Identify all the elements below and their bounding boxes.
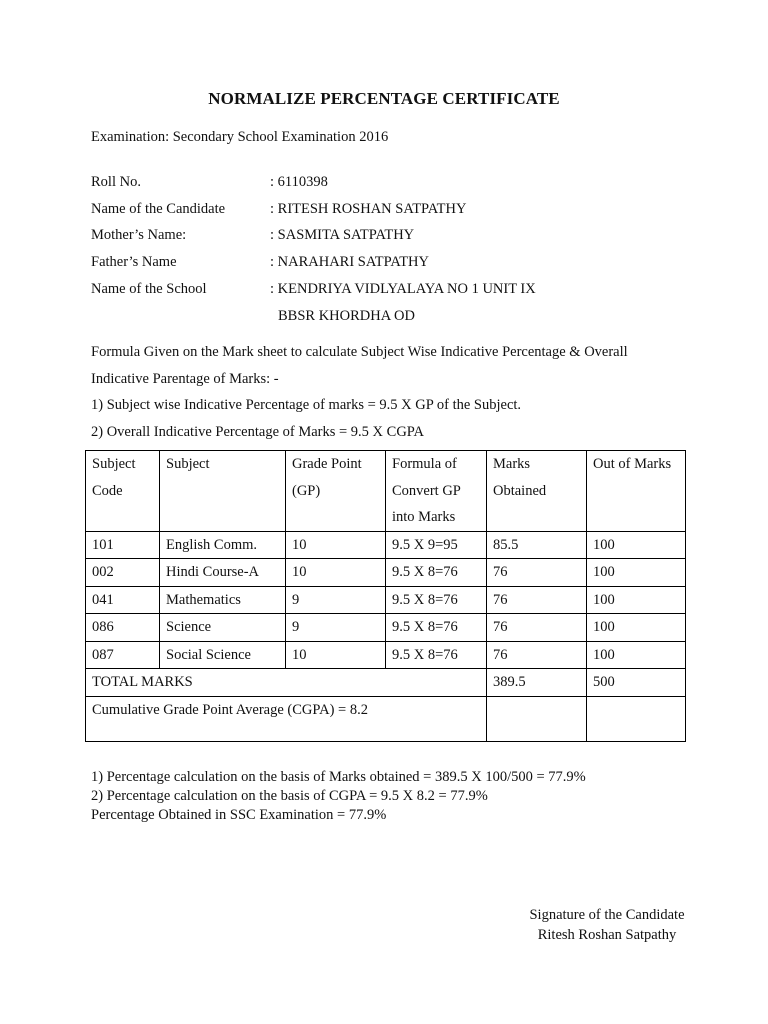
total-out-of-marks: 500 xyxy=(587,669,686,697)
examination-line: Examination: Secondary School Examination 2016 xyxy=(91,129,389,145)
out-of-marks: 100 xyxy=(587,641,686,669)
table-row xyxy=(86,614,686,642)
subject-code: 041 xyxy=(86,586,160,614)
formula-cell: 9.5 X 8=76 xyxy=(386,559,487,587)
subject-name: Hindi Course-A xyxy=(160,559,286,587)
roll-no-value: : 6110398 xyxy=(270,174,328,190)
signature-name: Ritesh Roshan Satpathy xyxy=(537,927,677,943)
grade-point: 10 xyxy=(286,641,386,669)
cgpa-empty-cell xyxy=(587,696,686,741)
mother-name-value: : SASMITA SATPATHY xyxy=(270,227,415,243)
page-title: NORMALIZE PERCENTAGE CERTIFICATE xyxy=(208,89,560,108)
school-name-label: Name of the School xyxy=(91,281,207,297)
calculation-line-1: 1) Percentage calculation on the basis of Marks obtained = 389.5 X 100/500 = 77.9% xyxy=(91,769,586,785)
subject-name: Mathematics xyxy=(160,586,286,614)
header-formula: Formula of Convert GP into Marks xyxy=(386,451,487,532)
school-name-value: : KENDRIYA VIDLYALAYA NO 1 UNIT IX xyxy=(270,281,536,297)
total-marks-obtained: 389.5 xyxy=(487,669,587,697)
subject-code: 087 xyxy=(86,641,160,669)
formula-intro-line-1: Formula Given on the Mark sheet to calculate Subject Wise Indicative Percentage & Overall xyxy=(91,344,628,360)
header-marks-obtained: Marks Obtained xyxy=(487,451,587,532)
formula-cell: 9.5 X 8=76 xyxy=(386,586,487,614)
roll-no-label: Roll No. xyxy=(91,174,141,190)
candidate-name-value: : RITESH ROSHAN SATPATHY xyxy=(270,201,467,217)
father-name-label: Father’s Name xyxy=(91,254,177,270)
marks-obtained: 76 xyxy=(487,586,587,614)
percentage-obtained-line: Percentage Obtained in SSC Examination = 77.9% xyxy=(91,807,387,823)
table-row xyxy=(86,531,686,559)
subject-code: 002 xyxy=(86,559,160,587)
calculation-line-2: 2) Percentage calculation on the basis of CGPA = 9.5 X 8.2 = 77.9% xyxy=(91,788,488,804)
subject-name: Social Science xyxy=(160,641,286,669)
formula-rule-2: 2) Overall Indicative Percentage of Marks = 9.5 X CGPA xyxy=(91,424,425,440)
out-of-marks: 100 xyxy=(587,586,686,614)
cgpa-text: Cumulative Grade Point Average (CGPA) = 8.2 xyxy=(86,696,487,741)
header-grade-point: Grade Point (GP) xyxy=(286,451,386,532)
formula-cell: 9.5 X 9=95 xyxy=(386,531,487,559)
grade-point: 9 xyxy=(286,614,386,642)
marks-obtained: 76 xyxy=(487,614,587,642)
out-of-marks: 100 xyxy=(587,559,686,587)
header-subject-code: Subject Code xyxy=(86,451,160,532)
marks-obtained: 76 xyxy=(487,641,587,669)
formula-rule-1: 1) Subject wise Indicative Percentage of marks = 9.5 X GP of the Subject. xyxy=(91,397,522,413)
grade-point: 9 xyxy=(286,586,386,614)
out-of-marks: 100 xyxy=(587,614,686,642)
cgpa-empty-cell xyxy=(487,696,587,741)
subject-code: 086 xyxy=(86,614,160,642)
subject-name: Science xyxy=(160,614,286,642)
grade-point: 10 xyxy=(286,559,386,587)
signature-label: Signature of the Candidate xyxy=(529,907,685,923)
subject-code: 101 xyxy=(86,531,160,559)
mother-name-label: Mother’s Name: xyxy=(91,227,187,243)
marks-obtained: 85.5 xyxy=(487,531,587,559)
grade-point: 10 xyxy=(286,531,386,559)
header-subject: Subject xyxy=(160,451,286,532)
table-row xyxy=(86,641,686,669)
cgpa-row xyxy=(86,696,686,741)
table-row xyxy=(86,559,686,587)
out-of-marks: 100 xyxy=(587,531,686,559)
header-out-of-marks: Out of Marks xyxy=(587,451,686,532)
father-name-value: : NARAHARI SATPATHY xyxy=(270,254,429,270)
table-row xyxy=(86,586,686,614)
subject-name: English Comm. xyxy=(160,531,286,559)
formula-cell: 9.5 X 8=76 xyxy=(386,641,487,669)
total-row xyxy=(86,669,686,697)
school-name-continuation: BBSR KHORDHA OD xyxy=(278,308,415,324)
marks-obtained: 76 xyxy=(487,559,587,587)
marks-table xyxy=(85,450,686,742)
table-header-row xyxy=(86,451,686,532)
total-marks-label: TOTAL MARKS xyxy=(86,669,487,697)
candidate-name-label: Name of the Candidate xyxy=(91,201,226,217)
formula-cell: 9.5 X 8=76 xyxy=(386,614,487,642)
formula-intro-line-2: Indicative Parentage of Marks: - xyxy=(91,371,279,387)
